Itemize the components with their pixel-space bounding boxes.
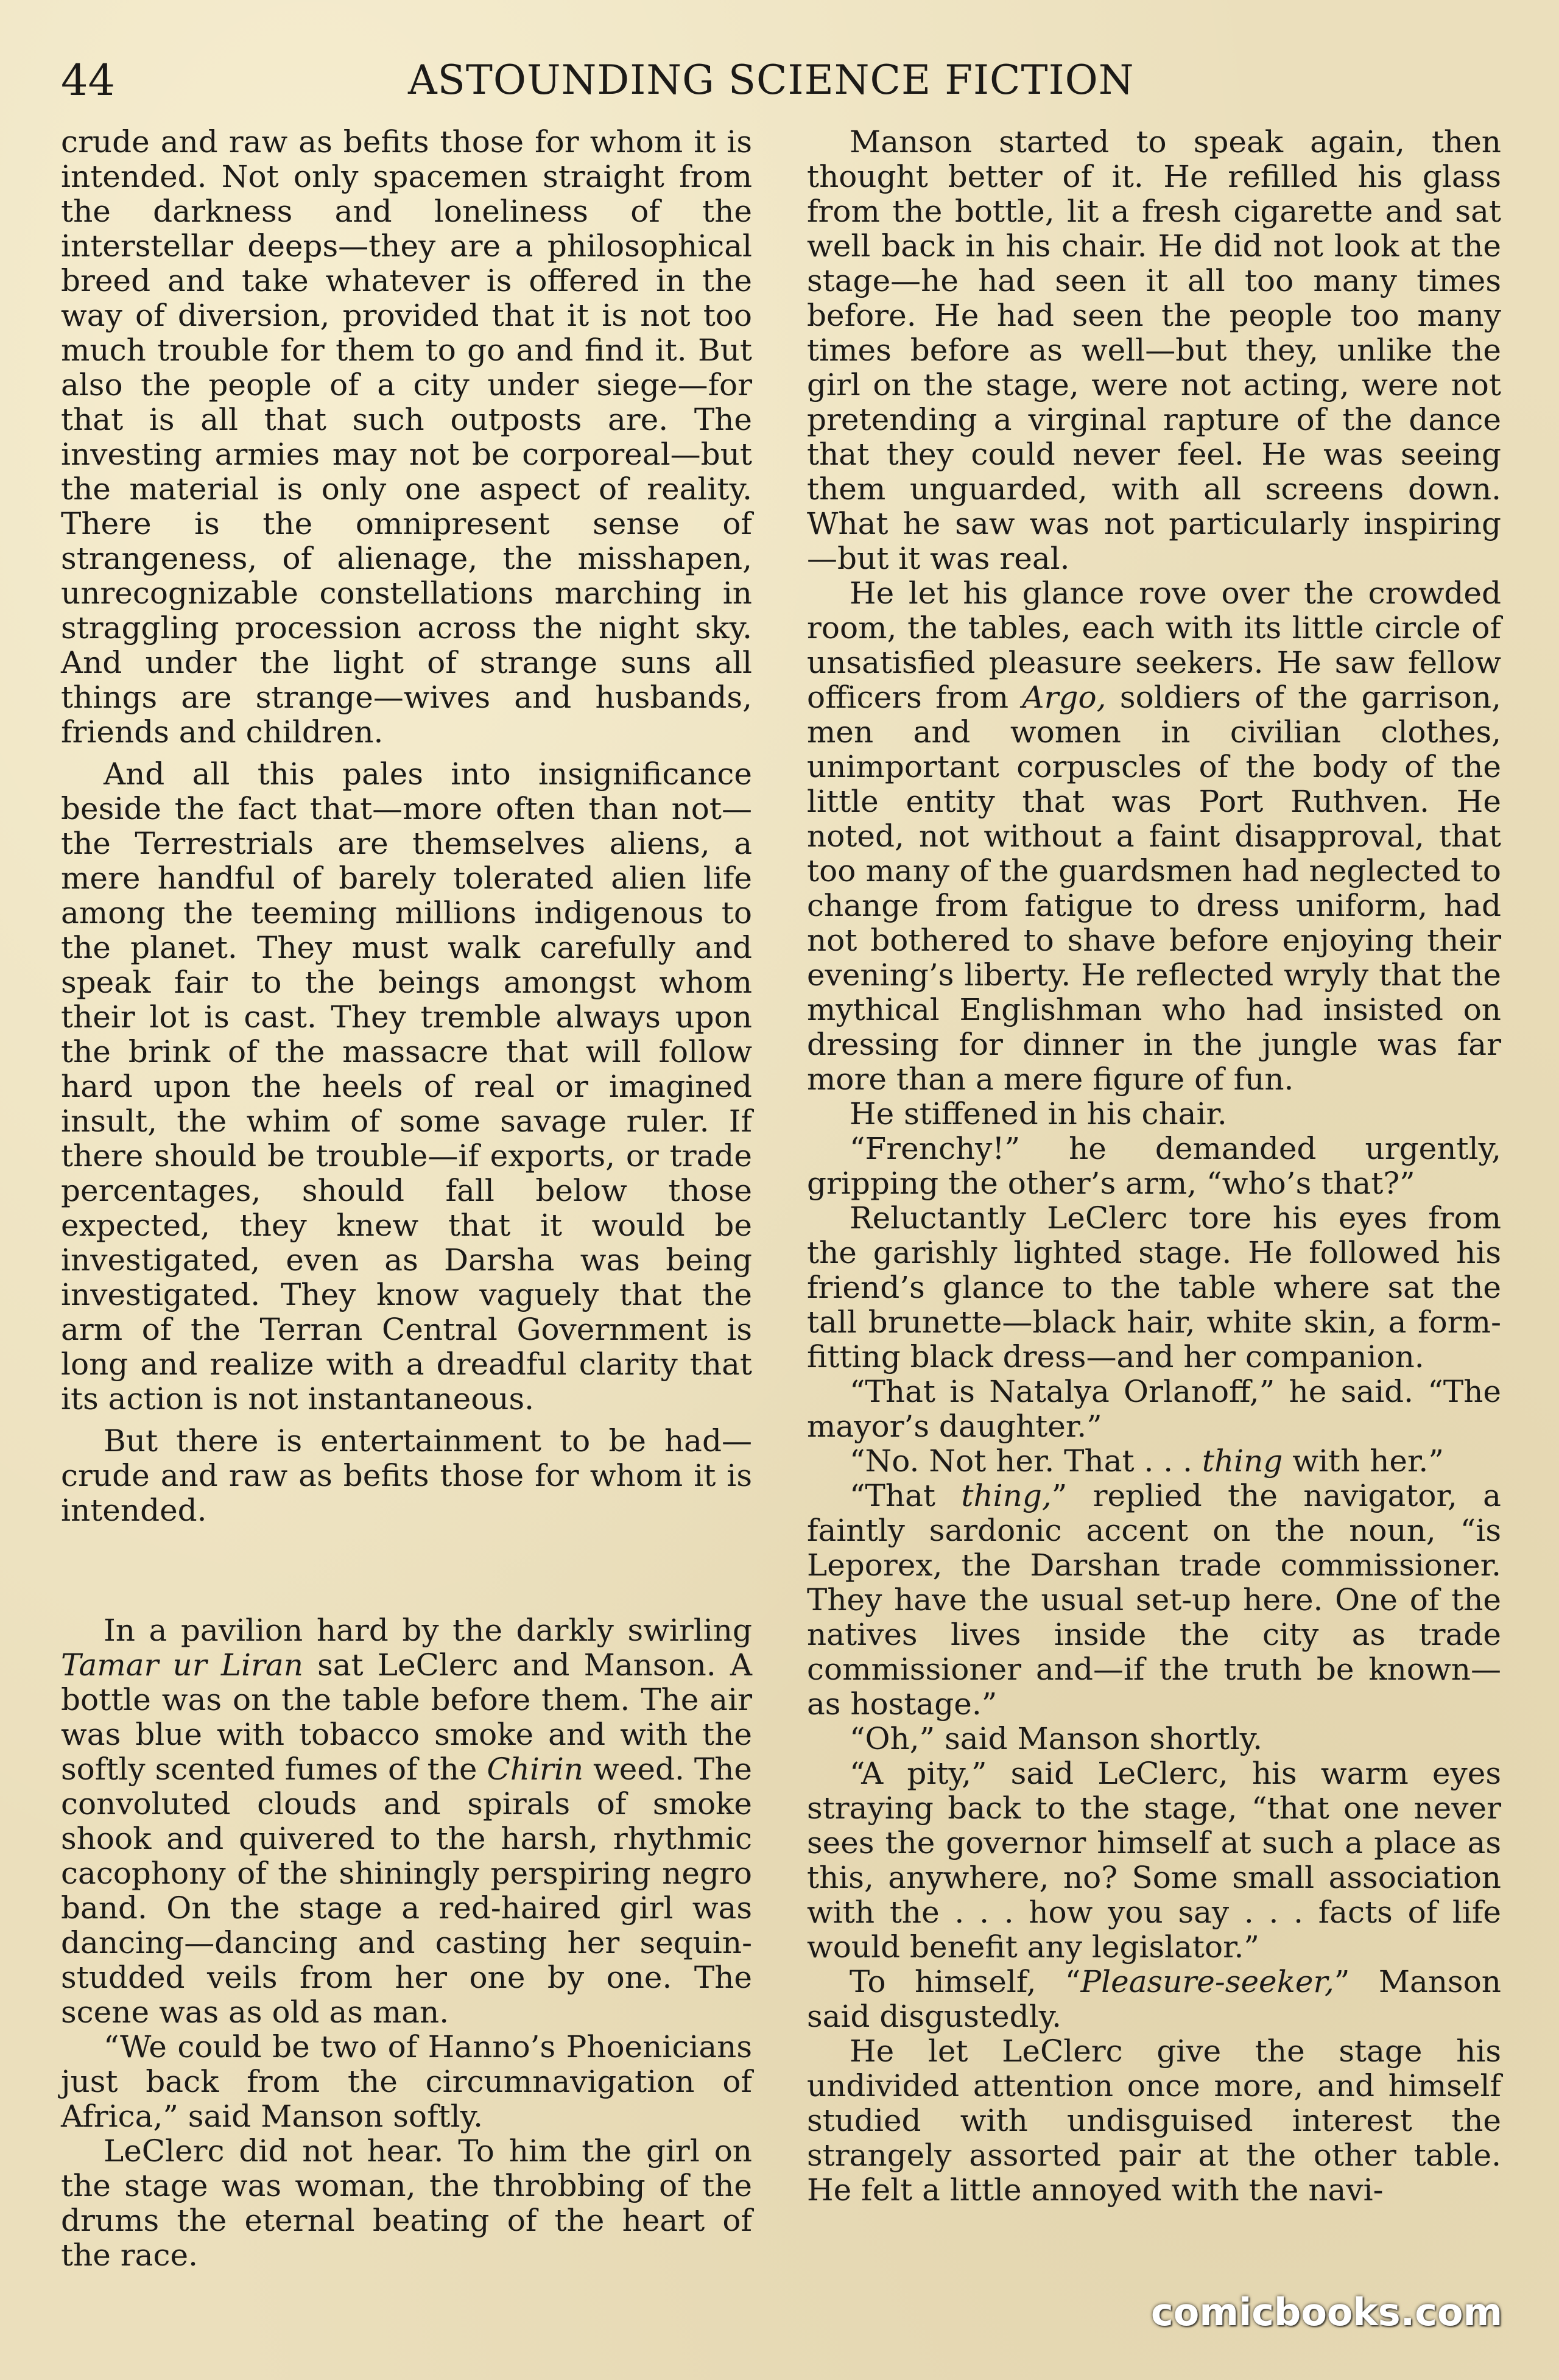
- paragraph: [807, 1965, 1501, 2034]
- paragraph: “A pity,” said LeClerc, his warm eyes straying back to the stage, “that one never sees the governor himself at such a place as this, anywhere, no? Some small association with the . . . how you say . . . facts of life would benefit any legislator.”: [807, 1756, 1501, 1965]
- paragraph: But there is entertainment to be had—crude and raw as befits those for whom it is intended.: [61, 1423, 752, 1528]
- running-title: ASTOUNDING SCIENCE FICTION: [408, 57, 1135, 104]
- paragraph: [807, 576, 1501, 1097]
- text-run: with her.”: [1283, 1443, 1444, 1479]
- watermark: comicbooks.com: [1151, 2290, 1503, 2334]
- text-run: “No. Not her. That . . .: [850, 1443, 1202, 1479]
- text-run: In a pavilion hard by the darkly swirling: [104, 1613, 752, 1648]
- italic-text: Chirin: [487, 1752, 584, 1787]
- paragraph: [807, 1479, 1501, 1722]
- text-run: ” replied the navigator, a faintly sardonic accent on the noun, “is Leporex, the Darshan trade commissioner. They have the usual set-up here. One of the natives lives inside the city as trade commissioner and—if the truth be known—as hostage.”: [807, 1478, 1501, 1722]
- italic-text: Tamar ur Liran: [61, 1647, 303, 1683]
- page-header: [61, 50, 1510, 111]
- paragraph: Manson started to speak again, then thought better of it. He refilled his glass from the bottle, lit a fresh cigarette and sat well back in his chair. He did not look at the stage—he had seen it all too many times before. He had seen the people too many times before as well—but they, unlike the girl on the stage, were not acting, were not pretending a virginal rapture of the dance that they could never feel. He was seeing them unguarded, with all screens down. What he saw was not particularly inspiring—but it was real.: [807, 124, 1501, 576]
- paragraph: He let LeClerc give the stage his undivided attention once more, and himself studied with undisguised interest the strangely assorted pair at the other table. He felt a little annoyed with the navi-: [807, 2033, 1501, 2208]
- text-run: soldiers of the garrison, men and women in civilian clothes, unimportant corpuscles of the body of the little entity that was Port Ruthven. He noted, not without a faint disapproval, that too many of the guardsmen had neglected to change from fatigue to dress uniform, had not bothered to shave before enjoying their evening’s liberty. He reflected wryly that the mythical Englishman who had insisted on dressing for dinner in the jungle was far more than a mere figure of fun.: [807, 680, 1501, 1097]
- paragraph: “That is Natalya Orlanoff,” he said. “The mayor’s daughter.”: [807, 1374, 1501, 1444]
- paragraph: crude and raw as befits those for whom it is intended. Not only spacemen straight from the darkness and loneliness of the interstellar deeps—they are a philosophical breed and take whatever is offered in the way of diversion, provided that it is not too much trouble for them to go and find it. But also the people of a city under siege—for that is all that such outposts are. The investing armies may not be corporeal—but the material is only one aspect of reality. There is the omnipresent sense of strangeness, of alienage, the misshapen, unrecognizable constellations marching in straggling procession across the night sky. And under the light of strange suns all things are strange—wives and husbands, friends and children.: [61, 124, 752, 750]
- paragraph: And all this pales into insignificance beside the fact that—more often than not—the Terrestrials are themselves aliens, a mere handful of barely tolerated alien life among the teeming millions indigenous to the planet. They must walk carefully and speak fair to the beings amongst whom their lot is cast. They tremble always upon the brink of the massacre that will follow hard upon the heels of real or imagined insult, the whim of some savage ruler. If there should be trouble—if exports, or trade percentages, should fall below those expected, they knew that it would be investigated, even as Darsha was being investigated. They know vaguely that the arm of the Terran Central Government is long and realize with a dreadful clarity that its action is not instantaneous.: [61, 756, 752, 1417]
- page-number: 44: [61, 55, 116, 105]
- paragraph: LeClerc did not hear. To him the girl on the stage was woman, the throbbing of the drums the eternal beating of the heart of the race.: [61, 2133, 752, 2273]
- right-column: [807, 125, 1501, 2208]
- text-run: sat LeClerc and Manson. A bottle was on the table before them. The air was blue with tobacco smoke and with the softly scented fumes of the: [61, 1647, 752, 1787]
- paragraph: [61, 1613, 752, 2030]
- paragraph: He stiffened in his chair.: [850, 1096, 1227, 1132]
- italic-text: Pleasure-seeker,: [1080, 1964, 1334, 1999]
- paragraph: Reluctantly LeClerc tore his eyes from the garishly lighted stage. He followed his friend’s glance to the table where sat the tall brunette—black hair, white skin, a form-fitting black dress—and her companion.: [807, 1200, 1501, 1375]
- text-run: weed. The convoluted clouds and spirals of smoke shook and quivered to the harsh, rhythmic cacophony of the shiningly perspiring negro band. On the stage a red-haired girl was dancing—dancing and casting her sequin-studded veils from her one by one. The scene was as old as man.: [61, 1752, 752, 2030]
- italic-text: thing: [1202, 1443, 1283, 1479]
- left-column: [61, 125, 752, 2273]
- paragraph: “We could be two of Hanno’s Phoenicians just back from the circumnavigation of Africa,” said Manson softly.: [61, 2029, 752, 2134]
- paragraph: “Frenchy!” he demanded urgently, gripping the other’s arm, “who’s that?”: [807, 1131, 1501, 1201]
- text-run: “That: [850, 1478, 962, 1513]
- text-run: ” Manson said disgustedly.: [807, 1964, 1501, 2034]
- text-run: He let his glance rove over the crowded room, the tables, each with its little circle of unsatisfied pleasure seekers. He saw fellow officers from: [807, 576, 1501, 715]
- italic-text: thing,: [961, 1478, 1052, 1513]
- paragraph: [807, 1444, 1501, 1479]
- text-run: To himself, “: [850, 1964, 1081, 1999]
- italic-text: Argo,: [1022, 680, 1107, 715]
- paragraph: “Oh,” said Manson shortly.: [850, 1721, 1262, 1756]
